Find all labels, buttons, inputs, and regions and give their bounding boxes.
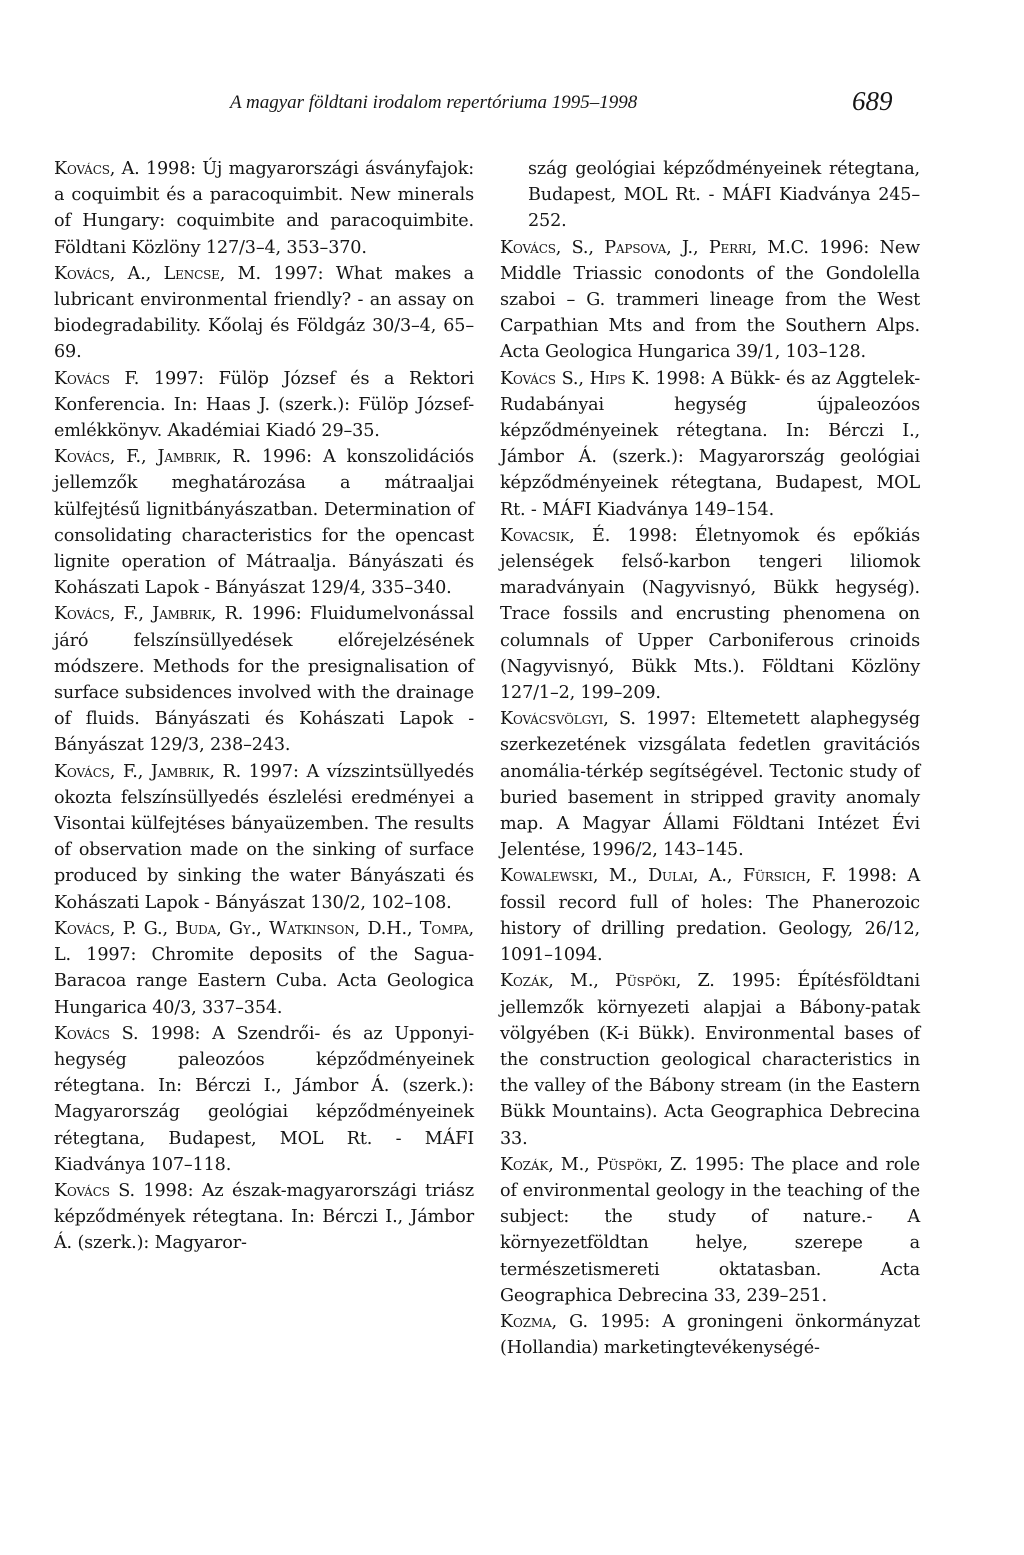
entry-authors: Kowalewski, M., Dulai, A., Fürsich, F.	[500, 866, 837, 887]
running-title: A magyar földtani irodalom repertóriuma 1995–1998	[230, 92, 638, 113]
bibliography-entry-continued	[500, 156, 920, 235]
right-column	[500, 156, 920, 1361]
entry-text: 1997: Fülöp József és a Rektori Konferencia. In: Haas J. (szerk.): Fülöp József-emlékkönyv. Akadémiai Kiadó 29–35.	[54, 368, 475, 442]
bibliography-entry	[500, 863, 920, 968]
bibliography-entry	[54, 444, 474, 601]
entry-authors: Kovács, S., Papsova, J., Perri, M.C.	[500, 237, 809, 258]
bibliography-entry	[54, 1021, 474, 1178]
bibliography-entry	[54, 601, 474, 758]
entry-text: 1995: The place and role of environmental geology in the teaching of the subject: the study of nature.- A környezetföldtan helye, szerepe a természetismereti oktatasban. Acta Geographica Debrecina 33, 239–251.	[500, 1154, 920, 1306]
bibliography-entry	[500, 1152, 920, 1309]
entry-text: 1998: A Szendrői- és az Upponyi-hegység paleozóos képződményeinek rétegtana. In: Bérczi I., Jámbor Á. (szerk.): Magyarország geológiai képződményeinek rétegtana, Budapest, MOL Rt. - MÁFI Kiadványa 107–118.	[54, 1023, 474, 1175]
entry-authors: Kozma, G.	[500, 1311, 588, 1332]
entry-text: 1998: A fossil record full of holes: The Phanerozoic history of drilling predation. Geology, 26/12, 1091–1094.	[500, 866, 920, 966]
entry-authors: Kozák, M., Püspöki, Z.	[500, 1154, 688, 1175]
entry-authors: Kozák, M., Püspöki, Z.	[500, 971, 715, 992]
bibliography-entry	[54, 261, 474, 366]
bibliography-entry	[500, 1309, 920, 1361]
entry-authors: Kovács, P. G., Buda, Gy., Watkinson, D.H., Tompa, L.	[54, 918, 474, 966]
bibliography-entry	[500, 968, 920, 1151]
left-column	[54, 156, 474, 1257]
entry-authors: Kovács, A.	[54, 159, 140, 179]
entry-text: 1998: A Bükk- és az Aggtelek-Rudabányai hegység újpaleozóos képződményeinek rétegtana. In: Bérczi I., Jámbor Á. (szerk.): Magyarország geológiai képződményeinek rétegtana, Budapest, MOL Rt. - MÁFI Kiadványa 149–154.	[500, 368, 920, 520]
entry-authors: Kovács, A., Lencse, M.	[54, 263, 261, 284]
entry-authors: Kovács, F., Jambrik, R.	[54, 761, 242, 782]
entry-text: 1996: A konszolidációs jellemzők meghatározása a mátraaljai külfejtésű lignitbányászatban. Determination of consolidating characteristics for the opencast lignite operation of Mátraalja. Bányászati és Kohászati Lapok - Bányászat 129/4, 335–340.	[54, 447, 474, 599]
entry-text: 1997: Chromite deposits of the Sagua-Baracoa range Eastern Cuba. Acta Geologica Hungarica 40/3, 337–354.	[54, 945, 474, 1018]
page-number: 689	[852, 86, 893, 116]
bibliography-entry	[500, 523, 920, 706]
bibliography-entry	[500, 706, 920, 863]
entry-authors: Kovács F.	[54, 368, 140, 389]
entry-authors: Kovács, F., Jambrik, R.	[54, 447, 251, 468]
entry-text: 1997: A vízszintsüllyedés okozta felszínsüllyedés észlelési eredményei a Visontai külfejtéses bányaüzemben. The results of observation made on the sinking of surface produced by sinking the water Bányászati és Kohászati Lapok - Bányászat 130/2, 102–108.	[54, 761, 474, 913]
entry-text: 1995: Építésföldtani jellemzők környezeti alapjai a Bábony-patak völgyében (K-i Bükk). Environmental bases of the construction geological characteristics in the valley of the Bábony stream (in the Eastern Bükk Mountains). Acta Geographica Debrecina 33.	[500, 971, 920, 1149]
entry-authors: Kovácsvölgyi, S.	[500, 709, 636, 730]
bibliography-entry	[54, 759, 474, 916]
bibliography-entry	[54, 916, 474, 1021]
entry-text: 1998: Az észak-magyarországi triász képződmények rétegtana. In: Bérczi I., Jámbor Á. (szerk.): Magyaror-	[54, 1180, 474, 1254]
entry-authors: Kovács S.	[54, 1023, 139, 1044]
entry-authors: Kovacsik, É.	[500, 525, 611, 546]
entry-authors: Kovács S., Hips K.	[500, 368, 650, 389]
entry-authors: Kovács, F., Jambrik, R.	[54, 604, 244, 625]
entry-text: 1998: Új magyarországi ásványfajok: a coquimbit és a paracoquimbit. New minerals of Hungary: coquimbite and paracoquimbite. Földtani Közlöny 127/3–4, 353–370.	[54, 159, 474, 258]
bibliography-entry	[500, 366, 920, 523]
entry-text: 1997: Eltemetett alaphegység szerkezetének vizsgálata fedetlen gravitációs anomália-térkép segítségével. Tectonic study of buried basement in stripped gravity anomaly map. A Magyar Állami Földtani Intézet Évi Jelentése, 1996/2, 143–145.	[500, 709, 920, 861]
entry-text: 1995: A groningeni önkormányzat (Hollandia) marketingtevékenységé-	[500, 1311, 920, 1359]
bibliography-entry	[54, 156, 474, 261]
bibliography-entry	[54, 366, 474, 445]
running-header	[0, 86, 1024, 122]
entry-text: szág geológiai képződményeinek rétegtana, Budapest, MOL Rt. - MÁFI Kiadványa 245–252.	[528, 159, 920, 232]
entry-text: 1996: New Middle Triassic conodonts of the Gondolella szaboi – G. trammeri lineage from the West Carpathian Mts and from the Southern Alps. Acta Geologica Hungarica 39/1, 103–128.	[500, 237, 920, 363]
entry-text: 1997: What makes a lubricant environmental friendly? - an assay on biodegradability. Kőolaj és Földgáz 30/3–4, 65–69.	[54, 263, 474, 363]
entry-text: 1996: Fluidumelvonással járó felszínsüllyedések előrejelzésének módszere. Methods for the presignalisation of surface subsidences involved with the drainage of fluids. Bányászati és Kohászati Lapok - Bányászat 129/3, 238–243.	[54, 604, 475, 756]
bibliography-entry	[500, 235, 920, 366]
bibliography-entry	[54, 1178, 474, 1257]
entry-authors: Kovács S.	[54, 1180, 135, 1201]
entry-text: 1998: Életnyomok és epőkiás jelenségek felső-karbon tengeri liliomok maradványain (Nagyvisnyó, Bükk hegység). Trace fossils and encrusting phenomena on columnals of Upper Carboniferous crinoids (Nagyvisnyó, Bükk Mts.). Földtani Közlöny 127/1–2, 199–209.	[500, 525, 921, 704]
